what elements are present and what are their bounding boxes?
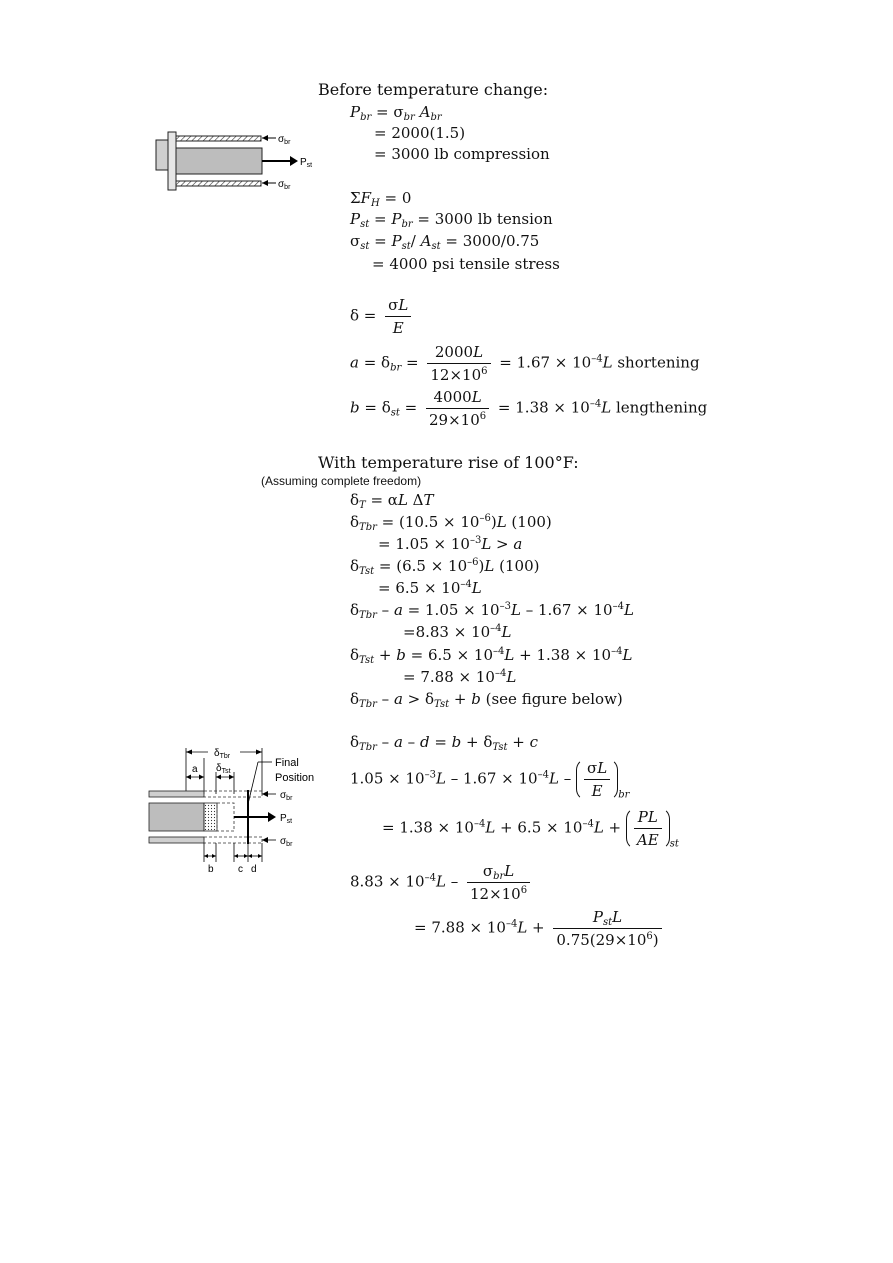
eq-dtst-1: $\delta_{Tst} = (6.5 \times 10^{-6})L$ (100) bbox=[350, 557, 540, 577]
bolt-sleeve-figure bbox=[150, 120, 320, 200]
eq-dt: $\delta_T = \alpha L$ ΔT bbox=[350, 491, 434, 511]
eq-compare: $\delta_{Tbr} - a > \delta_{Tst} + b$ (see figure below) bbox=[350, 690, 623, 710]
eq-sst-2: = 4000 psi tensile stress bbox=[372, 255, 560, 273]
label-b: b bbox=[208, 864, 214, 875]
eq-pbr-2: = 2000(1.5) bbox=[374, 124, 466, 142]
label-c: c bbox=[238, 864, 243, 875]
eq-compat-2: $1.05 \times 10^{-3}L - 1.67 \times 10^{-4}L$ – $\frac{\sigma L}{E}$ $_{br}$ bbox=[350, 759, 630, 801]
label-d: d bbox=[251, 864, 257, 875]
eq-diff-1: $\delta_{Tbr} - a = 1.05 \times 10^{-3}L - 1.67 \times 10^{-4}L$ bbox=[350, 601, 634, 621]
eq-compat-3: = $1.38 \times 10^{-4}L + 6.5 \times 10^{-4}L$ + $\frac{PL}{AE}$ $_{st}$ bbox=[382, 808, 679, 850]
deformation-figure bbox=[144, 744, 324, 878]
eq-compat-4: $8.83 \times 10^{-4}L$ – $\frac{\sigma_{br}L}{12\times 10^6}$ bbox=[350, 862, 534, 903]
fig-sbr-top: $\sigma_{br}$ bbox=[278, 134, 291, 146]
eq-a: $a = \delta_{br}$ = $\frac{2000L}{12\times 10^6}$ = $1.67 \times 10^{-4}L$ shortening bbox=[350, 343, 700, 384]
eq-compat: $\delta_{Tbr} - a - d = b + \delta_{Tst} + c$ bbox=[350, 733, 539, 753]
label-position: Position bbox=[275, 772, 315, 784]
eq-dtbr-2: = $1.05 \times 10^{-3}L > a$ bbox=[378, 535, 523, 553]
eq-pst: $P_{st} = P_{br} = 3000$ lb tension bbox=[350, 210, 553, 230]
eq-diff-2: $=8.83 \times 10^{-4}L$ bbox=[403, 623, 512, 641]
label-sbr-top: $\sigma_{br}$ bbox=[280, 790, 293, 802]
eq-pbr: $P_{br} = \sigma_{br}$ $A_{br}$ bbox=[350, 103, 442, 123]
eq-dtbr-1: $\delta_{Tbr} = (10.5 \times 10^{-6})L$ (100) bbox=[350, 513, 552, 533]
eq-compat-5: = $7.88 \times 10^{-4}L$ + $\frac{P_{st}L}{0.75(29\times 10^6)}$ bbox=[414, 908, 666, 949]
label-dtst: $\delta_{Tst}$ bbox=[216, 763, 231, 775]
label-pst: $P_{st}$ bbox=[280, 813, 293, 825]
label-final: Final bbox=[275, 757, 299, 769]
eq-pbr-3: = 3000 lb compression bbox=[374, 145, 550, 163]
label-dtbr: $\delta_{Tbr}$ bbox=[214, 748, 231, 760]
eq-sum-1: $\delta_{Tst} + b = 6.5 \times 10^{-4}L + 1.38 \times 10^{-4}L$ bbox=[350, 646, 633, 666]
eq-dtst-2: = $6.5 \times 10^{-4}L$ bbox=[378, 579, 482, 597]
eq-sst: $\sigma_{st} = P_{st}/$ $A_{st} = 3000/0.75$ bbox=[350, 232, 540, 252]
eq-sum-fh: $\Sigma F_H = 0$ bbox=[350, 189, 412, 209]
fig-pst: $P_{st}$ bbox=[300, 157, 313, 169]
label-sbr-bottom: $\sigma_{br}$ bbox=[280, 836, 293, 848]
before-heading: Before temperature change: bbox=[318, 80, 549, 99]
eq-delta: δ = $\frac{\sigma L}{E}$ bbox=[350, 296, 415, 337]
with-heading: With temperature rise of 100°F: bbox=[318, 453, 579, 472]
eq-sum-2: = $7.88 \times 10^{-4}L$ bbox=[403, 668, 517, 686]
eq-b: $b = \delta_{st}$ = $\frac{4000L}{29\times 10^6}$ = $1.38 \times 10^{-4}L$ lengthening bbox=[350, 388, 708, 429]
label-a: a bbox=[192, 764, 198, 775]
fig-sbr-bottom: $\sigma_{br}$ bbox=[278, 179, 291, 191]
assumption-note: (Assuming complete freedom) bbox=[261, 474, 422, 488]
